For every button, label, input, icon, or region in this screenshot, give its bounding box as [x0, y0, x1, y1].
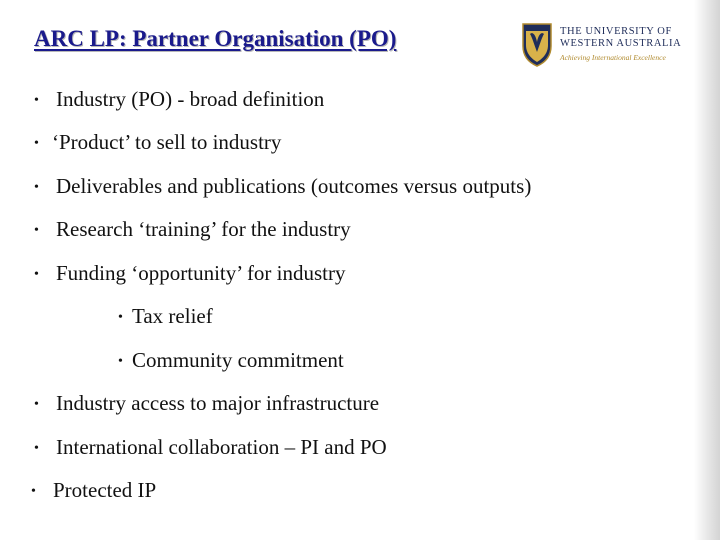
crest-icon [520, 22, 554, 68]
bullet-marker: • [118, 310, 123, 325]
logo-line-2: WESTERN AUSTRALIA [560, 38, 682, 49]
logo-wordmark [560, 26, 682, 62]
bullet-item [34, 174, 531, 200]
slide-edge-shadow [694, 0, 720, 540]
bullet-item [31, 478, 156, 504]
bullet-text: Protected IP [53, 478, 157, 502]
bullet-marker: • [34, 441, 39, 456]
bullet-text: Deliverables and publications (outcomes versus outputs) [56, 174, 532, 198]
bullet-marker: • [34, 397, 39, 412]
bullet-item [34, 87, 324, 113]
bullet-item [34, 391, 379, 417]
slide-title: ARC LP: Partner Organisation (PO) [34, 26, 397, 51]
university-logo [520, 22, 680, 68]
bullet-item [34, 217, 351, 243]
bullet-text: ‘Product’ to sell to industry [52, 130, 282, 154]
bullet-text: Industry (PO) - broad definition [56, 87, 325, 111]
logo-tagline: Achieving International Excellence [560, 53, 666, 62]
bullet-marker: • [118, 354, 123, 369]
bullet-item-sub [118, 304, 213, 330]
bullet-item [34, 435, 387, 461]
bullet-item [34, 130, 281, 156]
bullet-text: Tax relief [132, 304, 213, 328]
bullet-marker: • [34, 267, 39, 282]
bullet-marker: • [34, 180, 39, 195]
bullet-text: Community commitment [132, 348, 344, 372]
bullet-text: Research ‘training’ for the industry [56, 217, 351, 241]
bullet-marker: • [34, 223, 39, 238]
bullet-text: International collaboration – PI and PO [56, 435, 387, 459]
logo-line-1: THE UNIVERSITY OF [560, 26, 672, 37]
bullet-text: Funding ‘opportunity’ for industry [56, 261, 346, 285]
bullet-marker: • [31, 484, 36, 499]
bullet-text: Industry access to major infrastructure [56, 391, 380, 415]
bullet-item-sub [118, 348, 344, 374]
bullet-item [34, 261, 346, 287]
bullet-marker: • [34, 136, 39, 151]
bullet-marker: • [34, 93, 39, 108]
